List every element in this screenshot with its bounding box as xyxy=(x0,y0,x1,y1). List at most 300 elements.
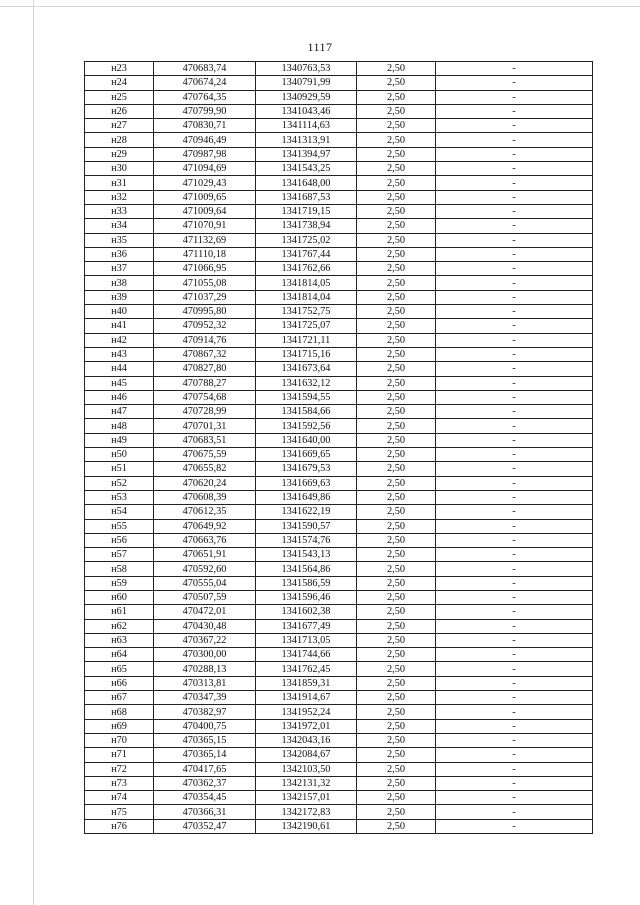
y-coordinate-cell: 1341762,66 xyxy=(256,262,357,276)
note-cell: - xyxy=(436,319,593,333)
note-cell: - xyxy=(436,62,593,76)
accuracy-cell: 2,50 xyxy=(357,733,436,747)
point-id-cell: н73 xyxy=(85,776,154,790)
point-id-cell: н39 xyxy=(85,290,154,304)
accuracy-cell: 2,50 xyxy=(357,433,436,447)
table-row xyxy=(85,733,593,747)
x-coordinate-cell: 470952,32 xyxy=(154,319,256,333)
note-cell: - xyxy=(436,104,593,118)
point-id-cell: н56 xyxy=(85,533,154,547)
x-coordinate-cell: 470365,14 xyxy=(154,748,256,762)
accuracy-cell: 2,50 xyxy=(357,762,436,776)
table-row xyxy=(85,76,593,90)
y-coordinate-cell: 1342131,32 xyxy=(256,776,357,790)
x-coordinate-cell: 470300,00 xyxy=(154,648,256,662)
accuracy-cell: 2,50 xyxy=(357,548,436,562)
accuracy-cell: 2,50 xyxy=(357,490,436,504)
point-id-cell: н59 xyxy=(85,576,154,590)
x-coordinate-cell: 470362,37 xyxy=(154,776,256,790)
y-coordinate-cell: 1341640,00 xyxy=(256,433,357,447)
table-row xyxy=(85,90,593,104)
accuracy-cell: 2,50 xyxy=(357,776,436,790)
x-coordinate-cell: 470365,15 xyxy=(154,733,256,747)
accuracy-cell: 2,50 xyxy=(357,405,436,419)
scan-edge-top xyxy=(0,6,640,7)
note-cell: - xyxy=(436,605,593,619)
note-cell: - xyxy=(436,190,593,204)
accuracy-cell: 2,50 xyxy=(357,533,436,547)
note-cell: - xyxy=(436,76,593,90)
point-id-cell: н26 xyxy=(85,104,154,118)
x-coordinate-cell: 470788,27 xyxy=(154,376,256,390)
note-cell: - xyxy=(436,462,593,476)
accuracy-cell: 2,50 xyxy=(357,676,436,690)
y-coordinate-cell: 1341687,53 xyxy=(256,190,357,204)
x-coordinate-cell: 470827,80 xyxy=(154,362,256,376)
scan-edge-left xyxy=(33,0,34,905)
accuracy-cell: 2,50 xyxy=(357,262,436,276)
note-cell: - xyxy=(436,90,593,104)
accuracy-cell: 2,50 xyxy=(357,419,436,433)
table-row xyxy=(85,562,593,576)
point-id-cell: н29 xyxy=(85,147,154,161)
point-id-cell: н63 xyxy=(85,633,154,647)
note-cell: - xyxy=(436,762,593,776)
table-row xyxy=(85,633,593,647)
note-cell: - xyxy=(436,719,593,733)
accuracy-cell: 2,50 xyxy=(357,305,436,319)
note-cell: - xyxy=(436,233,593,247)
table-row xyxy=(85,576,593,590)
note-cell: - xyxy=(436,548,593,562)
table-row xyxy=(85,505,593,519)
accuracy-cell: 2,50 xyxy=(357,376,436,390)
accuracy-cell: 2,50 xyxy=(357,519,436,533)
x-coordinate-cell: 470430,48 xyxy=(154,619,256,633)
accuracy-cell: 2,50 xyxy=(357,319,436,333)
table-row xyxy=(85,791,593,805)
accuracy-cell: 2,50 xyxy=(357,562,436,576)
x-coordinate-cell: 470651,91 xyxy=(154,548,256,562)
point-id-cell: н53 xyxy=(85,490,154,504)
y-coordinate-cell: 1341713,05 xyxy=(256,633,357,647)
x-coordinate-cell: 470313,81 xyxy=(154,676,256,690)
y-coordinate-cell: 1341622,19 xyxy=(256,505,357,519)
point-id-cell: н28 xyxy=(85,133,154,147)
x-coordinate-cell: 470674,24 xyxy=(154,76,256,90)
table-row xyxy=(85,119,593,133)
note-cell: - xyxy=(436,805,593,819)
x-coordinate-cell: 470683,74 xyxy=(154,62,256,76)
x-coordinate-cell: 470366,31 xyxy=(154,805,256,819)
x-coordinate-cell: 470608,39 xyxy=(154,490,256,504)
accuracy-cell: 2,50 xyxy=(357,233,436,247)
note-cell: - xyxy=(436,619,593,633)
accuracy-cell: 2,50 xyxy=(357,448,436,462)
point-id-cell: н38 xyxy=(85,276,154,290)
x-coordinate-cell: 470382,97 xyxy=(154,705,256,719)
note-cell: - xyxy=(436,791,593,805)
x-coordinate-cell: 470417,65 xyxy=(154,762,256,776)
x-coordinate-cell: 471009,65 xyxy=(154,190,256,204)
point-id-cell: н57 xyxy=(85,548,154,562)
y-coordinate-cell: 1341543,25 xyxy=(256,162,357,176)
y-coordinate-cell: 1341632,12 xyxy=(256,376,357,390)
y-coordinate-cell: 1341584,66 xyxy=(256,405,357,419)
y-coordinate-cell: 1341594,55 xyxy=(256,390,357,404)
x-coordinate-cell: 470675,59 xyxy=(154,448,256,462)
x-coordinate-cell: 470764,35 xyxy=(154,90,256,104)
point-id-cell: н61 xyxy=(85,605,154,619)
accuracy-cell: 2,50 xyxy=(357,719,436,733)
note-cell: - xyxy=(436,776,593,790)
note-cell: - xyxy=(436,433,593,447)
point-id-cell: н52 xyxy=(85,476,154,490)
point-id-cell: н55 xyxy=(85,519,154,533)
y-coordinate-cell: 1341648,00 xyxy=(256,176,357,190)
y-coordinate-cell: 1341043,46 xyxy=(256,104,357,118)
x-coordinate-cell: 471066,95 xyxy=(154,262,256,276)
coordinates-table-body xyxy=(85,62,593,834)
x-coordinate-cell: 470592,60 xyxy=(154,562,256,576)
y-coordinate-cell: 1341767,44 xyxy=(256,247,357,261)
table-row xyxy=(85,662,593,676)
y-coordinate-cell: 1341669,65 xyxy=(256,448,357,462)
point-id-cell: н24 xyxy=(85,76,154,90)
point-id-cell: н76 xyxy=(85,819,154,833)
coordinates-table xyxy=(84,61,593,834)
table-row xyxy=(85,805,593,819)
point-id-cell: н75 xyxy=(85,805,154,819)
y-coordinate-cell: 1341744,66 xyxy=(256,648,357,662)
x-coordinate-cell: 470701,31 xyxy=(154,419,256,433)
table-row xyxy=(85,405,593,419)
note-cell: - xyxy=(436,162,593,176)
point-id-cell: н54 xyxy=(85,505,154,519)
point-id-cell: н58 xyxy=(85,562,154,576)
point-id-cell: н33 xyxy=(85,204,154,218)
note-cell: - xyxy=(436,419,593,433)
table-row xyxy=(85,262,593,276)
y-coordinate-cell: 1341721,11 xyxy=(256,333,357,347)
note-cell: - xyxy=(436,662,593,676)
x-coordinate-cell: 470728,99 xyxy=(154,405,256,419)
y-coordinate-cell: 1341752,75 xyxy=(256,305,357,319)
table-row xyxy=(85,147,593,161)
note-cell: - xyxy=(436,290,593,304)
note-cell: - xyxy=(436,448,593,462)
y-coordinate-cell: 1341952,24 xyxy=(256,705,357,719)
accuracy-cell: 2,50 xyxy=(357,748,436,762)
y-coordinate-cell: 1341543,13 xyxy=(256,548,357,562)
point-id-cell: н71 xyxy=(85,748,154,762)
point-id-cell: н68 xyxy=(85,705,154,719)
accuracy-cell: 2,50 xyxy=(357,662,436,676)
note-cell: - xyxy=(436,748,593,762)
y-coordinate-cell: 1341914,67 xyxy=(256,691,357,705)
table-row xyxy=(85,233,593,247)
accuracy-cell: 2,50 xyxy=(357,176,436,190)
y-coordinate-cell: 1341673,64 xyxy=(256,362,357,376)
x-coordinate-cell: 470914,76 xyxy=(154,333,256,347)
accuracy-cell: 2,50 xyxy=(357,648,436,662)
y-coordinate-cell: 1341590,57 xyxy=(256,519,357,533)
page-number: 1117 xyxy=(307,40,333,54)
note-cell: - xyxy=(436,147,593,161)
note-cell: - xyxy=(436,262,593,276)
accuracy-cell: 2,50 xyxy=(357,619,436,633)
note-cell: - xyxy=(436,705,593,719)
accuracy-cell: 2,50 xyxy=(357,476,436,490)
note-cell: - xyxy=(436,562,593,576)
x-coordinate-cell: 470655,82 xyxy=(154,462,256,476)
point-id-cell: н27 xyxy=(85,119,154,133)
x-coordinate-cell: 470995,80 xyxy=(154,305,256,319)
note-cell: - xyxy=(436,576,593,590)
table-row xyxy=(85,376,593,390)
table-row xyxy=(85,519,593,533)
table-row xyxy=(85,691,593,705)
x-coordinate-cell: 470507,59 xyxy=(154,590,256,604)
table-row xyxy=(85,362,593,376)
point-id-cell: н34 xyxy=(85,219,154,233)
table-row xyxy=(85,490,593,504)
y-coordinate-cell: 1341859,31 xyxy=(256,676,357,690)
point-id-cell: н74 xyxy=(85,791,154,805)
accuracy-cell: 2,50 xyxy=(357,76,436,90)
accuracy-cell: 2,50 xyxy=(357,590,436,604)
y-coordinate-cell: 1341679,53 xyxy=(256,462,357,476)
point-id-cell: н67 xyxy=(85,691,154,705)
note-cell: - xyxy=(436,305,593,319)
note-cell: - xyxy=(436,648,593,662)
y-coordinate-cell: 1341649,86 xyxy=(256,490,357,504)
point-id-cell: н70 xyxy=(85,733,154,747)
y-coordinate-cell: 1342084,67 xyxy=(256,748,357,762)
y-coordinate-cell: 1342172,83 xyxy=(256,805,357,819)
y-coordinate-cell: 1341114,63 xyxy=(256,119,357,133)
y-coordinate-cell: 1342103,50 xyxy=(256,762,357,776)
point-id-cell: н48 xyxy=(85,419,154,433)
point-id-cell: н35 xyxy=(85,233,154,247)
point-id-cell: н43 xyxy=(85,347,154,361)
point-id-cell: н69 xyxy=(85,719,154,733)
note-cell: - xyxy=(436,490,593,504)
point-id-cell: н32 xyxy=(85,190,154,204)
y-coordinate-cell: 1341592,56 xyxy=(256,419,357,433)
note-cell: - xyxy=(436,819,593,833)
table-row xyxy=(85,590,593,604)
y-coordinate-cell: 1341762,45 xyxy=(256,662,357,676)
note-cell: - xyxy=(436,505,593,519)
y-coordinate-cell: 1341313,91 xyxy=(256,133,357,147)
y-coordinate-cell: 1341677,49 xyxy=(256,619,357,633)
note-cell: - xyxy=(436,376,593,390)
x-coordinate-cell: 471055,08 xyxy=(154,276,256,290)
table-row xyxy=(85,533,593,547)
y-coordinate-cell: 1340763,53 xyxy=(256,62,357,76)
x-coordinate-cell: 470347,39 xyxy=(154,691,256,705)
accuracy-cell: 2,50 xyxy=(357,362,436,376)
point-id-cell: н50 xyxy=(85,448,154,462)
y-coordinate-cell: 1341586,59 xyxy=(256,576,357,590)
note-cell: - xyxy=(436,219,593,233)
y-coordinate-cell: 1341719,15 xyxy=(256,204,357,218)
note-cell: - xyxy=(436,247,593,261)
y-coordinate-cell: 1342157,01 xyxy=(256,791,357,805)
table-row xyxy=(85,219,593,233)
point-id-cell: н72 xyxy=(85,762,154,776)
x-coordinate-cell: 470830,71 xyxy=(154,119,256,133)
accuracy-cell: 2,50 xyxy=(357,147,436,161)
y-coordinate-cell: 1340929,59 xyxy=(256,90,357,104)
x-coordinate-cell: 470400,75 xyxy=(154,719,256,733)
x-coordinate-cell: 471070,91 xyxy=(154,219,256,233)
x-coordinate-cell: 470352,47 xyxy=(154,819,256,833)
point-id-cell: н42 xyxy=(85,333,154,347)
point-id-cell: н36 xyxy=(85,247,154,261)
table-row xyxy=(85,319,593,333)
accuracy-cell: 2,50 xyxy=(357,119,436,133)
y-coordinate-cell: 1341814,04 xyxy=(256,290,357,304)
accuracy-cell: 2,50 xyxy=(357,347,436,361)
note-cell: - xyxy=(436,176,593,190)
point-id-cell: н62 xyxy=(85,619,154,633)
y-coordinate-cell: 1341602,38 xyxy=(256,605,357,619)
table-row xyxy=(85,433,593,447)
x-coordinate-cell: 471094,69 xyxy=(154,162,256,176)
table-row xyxy=(85,748,593,762)
note-cell: - xyxy=(436,405,593,419)
table-row xyxy=(85,104,593,118)
note-cell: - xyxy=(436,590,593,604)
table-row xyxy=(85,819,593,833)
table-row xyxy=(85,390,593,404)
accuracy-cell: 2,50 xyxy=(357,219,436,233)
table-row xyxy=(85,247,593,261)
table-row xyxy=(85,290,593,304)
y-coordinate-cell: 1341669,63 xyxy=(256,476,357,490)
note-cell: - xyxy=(436,533,593,547)
x-coordinate-cell: 470946,49 xyxy=(154,133,256,147)
point-id-cell: н30 xyxy=(85,162,154,176)
x-coordinate-cell: 471037,29 xyxy=(154,290,256,304)
table-row xyxy=(85,204,593,218)
accuracy-cell: 2,50 xyxy=(357,390,436,404)
y-coordinate-cell: 1341725,02 xyxy=(256,233,357,247)
accuracy-cell: 2,50 xyxy=(357,276,436,290)
point-id-cell: н31 xyxy=(85,176,154,190)
table-row xyxy=(85,176,593,190)
accuracy-cell: 2,50 xyxy=(357,247,436,261)
y-coordinate-cell: 1341738,94 xyxy=(256,219,357,233)
accuracy-cell: 2,50 xyxy=(357,290,436,304)
note-cell: - xyxy=(436,362,593,376)
accuracy-cell: 2,50 xyxy=(357,576,436,590)
y-coordinate-cell: 1342043,16 xyxy=(256,733,357,747)
table-row xyxy=(85,448,593,462)
point-id-cell: н41 xyxy=(85,319,154,333)
y-coordinate-cell: 1341574,76 xyxy=(256,533,357,547)
table-row xyxy=(85,605,593,619)
x-coordinate-cell: 471009,64 xyxy=(154,204,256,218)
y-coordinate-cell: 1341596,46 xyxy=(256,590,357,604)
table-row xyxy=(85,62,593,76)
table-row xyxy=(85,190,593,204)
point-id-cell: н44 xyxy=(85,362,154,376)
table-row xyxy=(85,162,593,176)
accuracy-cell: 2,50 xyxy=(357,90,436,104)
note-cell: - xyxy=(436,733,593,747)
point-id-cell: н45 xyxy=(85,376,154,390)
x-coordinate-cell: 470367,22 xyxy=(154,633,256,647)
y-coordinate-cell: 1342190,61 xyxy=(256,819,357,833)
accuracy-cell: 2,50 xyxy=(357,190,436,204)
x-coordinate-cell: 470612,35 xyxy=(154,505,256,519)
x-coordinate-cell: 470472,01 xyxy=(154,605,256,619)
accuracy-cell: 2,50 xyxy=(357,819,436,833)
table-row xyxy=(85,776,593,790)
accuracy-cell: 2,50 xyxy=(357,104,436,118)
table-row xyxy=(85,347,593,361)
table-row xyxy=(85,619,593,633)
accuracy-cell: 2,50 xyxy=(357,705,436,719)
accuracy-cell: 2,50 xyxy=(357,633,436,647)
point-id-cell: н64 xyxy=(85,648,154,662)
x-coordinate-cell: 470663,76 xyxy=(154,533,256,547)
accuracy-cell: 2,50 xyxy=(357,462,436,476)
x-coordinate-cell: 470288,13 xyxy=(154,662,256,676)
table-row xyxy=(85,276,593,290)
point-id-cell: н37 xyxy=(85,262,154,276)
accuracy-cell: 2,50 xyxy=(357,791,436,805)
x-coordinate-cell: 470683,51 xyxy=(154,433,256,447)
x-coordinate-cell: 470555,04 xyxy=(154,576,256,590)
accuracy-cell: 2,50 xyxy=(357,62,436,76)
note-cell: - xyxy=(436,276,593,290)
accuracy-cell: 2,50 xyxy=(357,691,436,705)
note-cell: - xyxy=(436,676,593,690)
x-coordinate-cell: 470354,45 xyxy=(154,791,256,805)
y-coordinate-cell: 1341725,07 xyxy=(256,319,357,333)
accuracy-cell: 2,50 xyxy=(357,605,436,619)
x-coordinate-cell: 471110,18 xyxy=(154,247,256,261)
x-coordinate-cell: 470987,98 xyxy=(154,147,256,161)
table-row xyxy=(85,648,593,662)
point-id-cell: н66 xyxy=(85,676,154,690)
point-id-cell: н46 xyxy=(85,390,154,404)
note-cell: - xyxy=(436,204,593,218)
note-cell: - xyxy=(436,691,593,705)
accuracy-cell: 2,50 xyxy=(357,505,436,519)
x-coordinate-cell: 470867,32 xyxy=(154,347,256,361)
point-id-cell: н47 xyxy=(85,405,154,419)
note-cell: - xyxy=(436,519,593,533)
y-coordinate-cell: 1341972,01 xyxy=(256,719,357,733)
note-cell: - xyxy=(436,347,593,361)
note-cell: - xyxy=(436,633,593,647)
table-row xyxy=(85,419,593,433)
note-cell: - xyxy=(436,333,593,347)
accuracy-cell: 2,50 xyxy=(357,805,436,819)
y-coordinate-cell: 1341715,16 xyxy=(256,347,357,361)
note-cell: - xyxy=(436,390,593,404)
point-id-cell: н65 xyxy=(85,662,154,676)
point-id-cell: н23 xyxy=(85,62,154,76)
x-coordinate-cell: 470620,24 xyxy=(154,476,256,490)
accuracy-cell: 2,50 xyxy=(357,162,436,176)
accuracy-cell: 2,50 xyxy=(357,133,436,147)
